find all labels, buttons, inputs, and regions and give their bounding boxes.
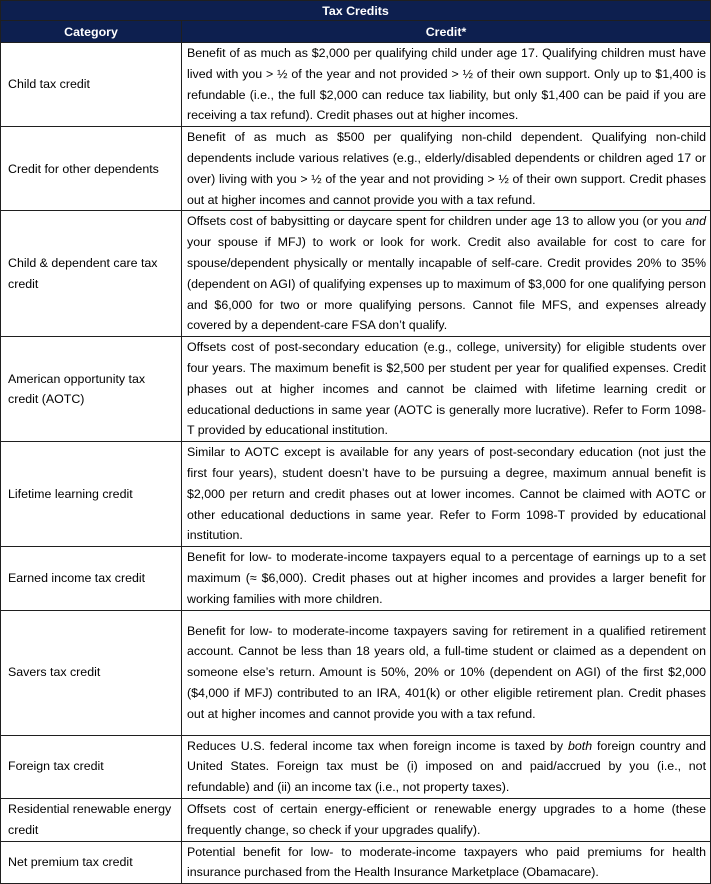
desc-emphasis: both bbox=[568, 738, 593, 753]
table-row bbox=[1, 43, 711, 127]
table-row bbox=[1, 442, 711, 547]
row-description: Similar to AOTC except is available for any years of post-secondary education (not just the first four years), student doesn’t have to be pursuing a degree, maximum annual benefit is $2,000 per return and credit phases out at lower incomes. Cannot be claimed with AOTC or other educational deductions in same year. Refer to Form 1098-T provided by educational institution. bbox=[182, 442, 711, 547]
column-header-row bbox=[1, 21, 711, 43]
row-description: Offsets cost of certain energy-efficient or renewable energy upgrades to a home (these frequently change, so check if your upgrades qualify). bbox=[182, 798, 711, 841]
row-description: Benefit for low- to moderate-income taxpayers equal to a percentage of earnings up to a set maximum (≈ $6,000). Credit phases out at higher incomes and provides a larger benefit for working families with more children. bbox=[182, 547, 711, 610]
table-row bbox=[1, 610, 711, 735]
row-description: Benefit of as much as $2,000 per qualifying child under age 17. Qualifying children must have lived with you > ½ of the year and not provided > ½ of their own support. Only up to $1,400 is refundable (i.e., the full $2,000 can reduce tax liability, but only $1,400 can be paid if you are receiving a tax refund). Credit phases out at higher incomes. bbox=[182, 43, 711, 127]
table-row bbox=[1, 798, 711, 841]
table-title-row bbox=[1, 1, 711, 21]
column-header-category: Category bbox=[1, 21, 182, 43]
table-row bbox=[1, 735, 711, 798]
desc-text: foreign country and United States. Foreign tax must be (i) imposed on and paid/accrued by you (i.e., not refundable) and (ii) an income tax (i.e., not property taxes). bbox=[187, 738, 707, 795]
desc-text: Offsets cost of babysitting or daycare spent for children under age 13 to allow you (or you bbox=[187, 214, 686, 229]
row-description: Benefit of as much as $500 per qualifying non-child dependent. Qualifying non-child dependents include various relatives (e.g., elderly/disabled dependents or children aged 17 or over) living with you > ½ of the year and not providing > ½ of their own support. Credit phases out at higher incomes and cannot provide you with a tax refund. bbox=[182, 127, 711, 211]
row-description: Potential benefit for low- to moderate-income taxpayers who paid premiums for health insurance purchased from the Health Insurance Marketplace (Obamacare). bbox=[182, 841, 711, 884]
row-description bbox=[182, 735, 711, 798]
row-category: Child tax credit bbox=[1, 43, 182, 127]
row-description: Offsets cost of post-secondary education (e.g., college, university) for eligible students over four years. The maximum benefit is $2,500 per student per year for qualified expenses. Credit phases out at higher incomes and cannot be claimed with lifetime learning credit or educational deductions in same year (AOTC is generally more lucrative). Refer to Form 1098-T provided by educational institution. bbox=[182, 337, 711, 442]
row-description bbox=[182, 211, 711, 337]
row-category: Net premium tax credit bbox=[1, 841, 182, 884]
row-category: Lifetime learning credit bbox=[1, 442, 182, 547]
row-category: Savers tax credit bbox=[1, 610, 182, 735]
row-category: American opportunity tax credit (AOTC) bbox=[1, 337, 182, 442]
row-category: Foreign tax credit bbox=[1, 735, 182, 798]
table-row bbox=[1, 337, 711, 442]
table-row bbox=[1, 127, 711, 211]
row-description: Benefit for low- to moderate-income taxpayers saving for retirement in a qualified retirement account. Cannot be less than 18 years old, a full-time student or claimed as a dependent on someone else’s return. Amount is 50%, 20% or 10% (dependent on AGI) of the first $2,000 ($4,000 if MFJ) contributed to an IRA, 401(k) or other eligible retirement plan. Credit phases out at higher incomes and cannot provide you with a tax refund. bbox=[182, 610, 711, 735]
row-category: Child & dependent care tax credit bbox=[1, 211, 182, 337]
desc-text: your spouse if MFJ) to work or look for work. Credit also available for cost to care for spouse/dependent physically or mentally incapable of self-care. Credit provides 20% to 35% (dependent on AGI) of qualifying expenses up to maximum of $3,000 for one qualifying person and $6,000 for two or more qualifying persons. Cannot file MFS, and expenses already covered by a dependent-care FSA don’t qualify. bbox=[187, 235, 707, 333]
table-row bbox=[1, 211, 711, 337]
table-row bbox=[1, 841, 711, 884]
row-category: Residential renewable energy credit bbox=[1, 798, 182, 841]
row-category: Earned income tax credit bbox=[1, 547, 182, 610]
column-header-credit: Credit* bbox=[182, 21, 711, 43]
desc-emphasis: and bbox=[685, 214, 707, 229]
table-title: Tax Credits bbox=[1, 1, 711, 21]
row-category: Credit for other dependents bbox=[1, 127, 182, 211]
table-row bbox=[1, 547, 711, 610]
desc-text: Reduces U.S. federal income tax when foreign income is taxed by bbox=[187, 738, 568, 753]
